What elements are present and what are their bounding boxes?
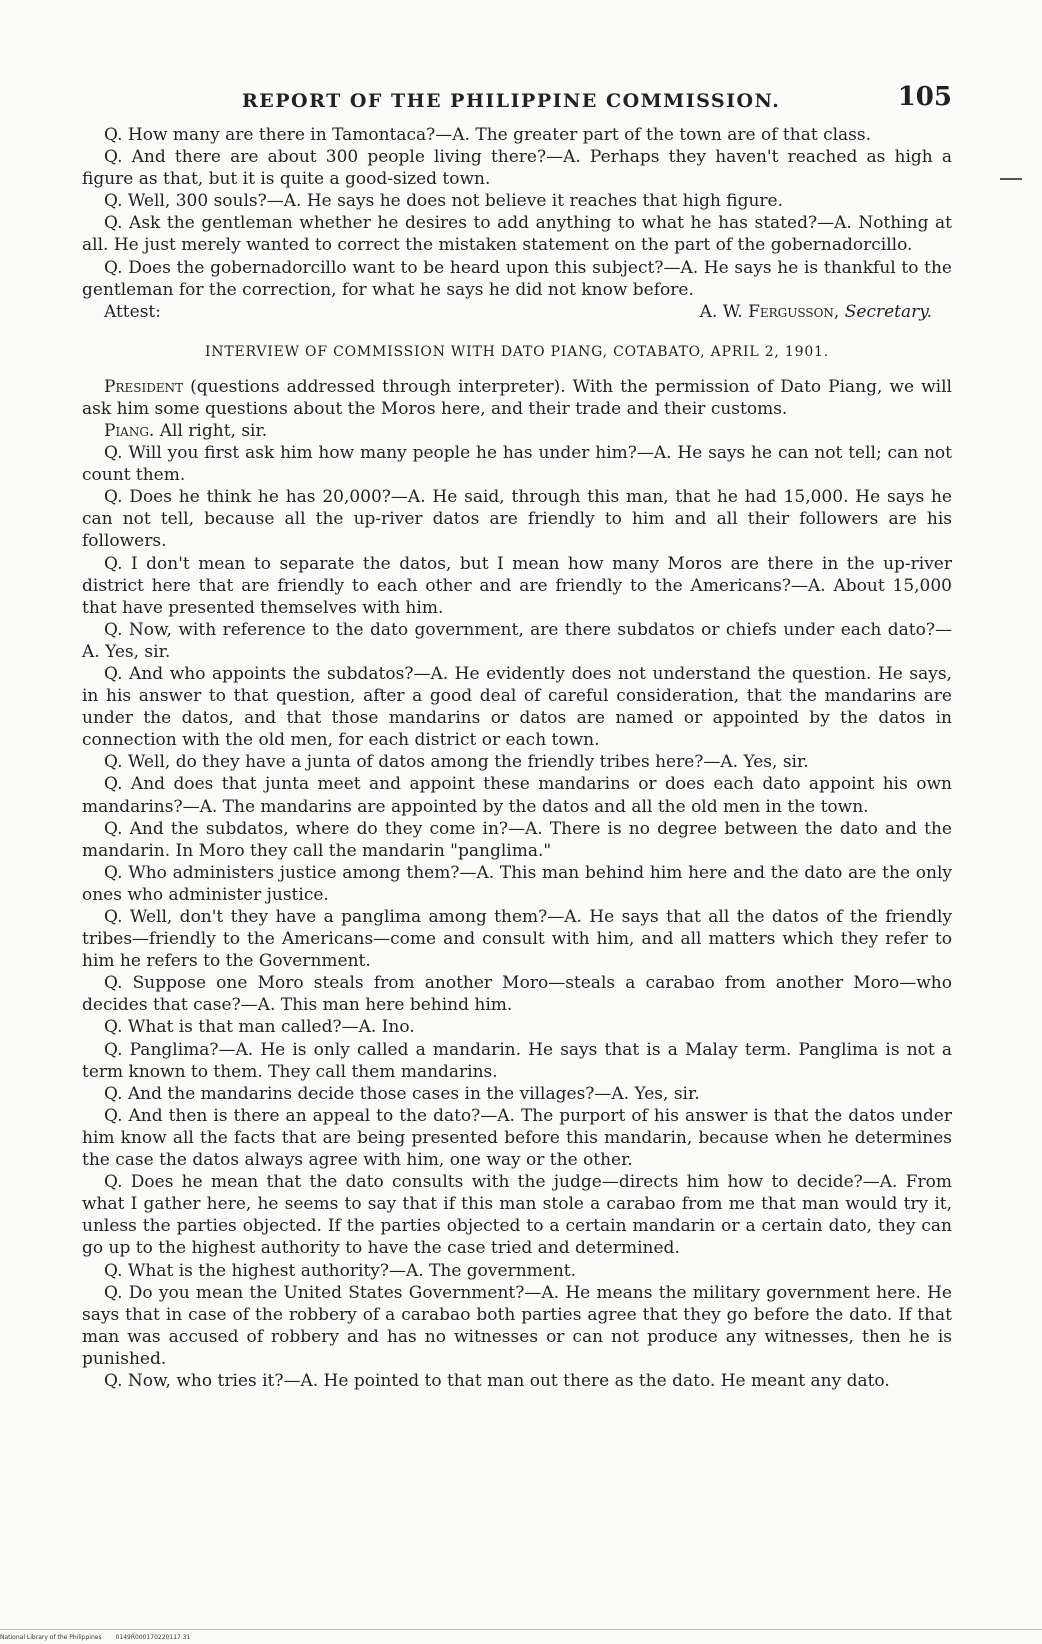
margin-mark bbox=[1000, 178, 1022, 180]
attest-label: Attest: bbox=[104, 301, 161, 322]
signature-title: Secretary. bbox=[844, 301, 932, 322]
paragraph: Q. Does the gobernadorcillo want to be heard upon this subject?—A. He says he is thankful to the gentleman for the correction, for what he says he did not know before. bbox=[82, 257, 952, 300]
page-number: 105 bbox=[897, 82, 952, 112]
paragraph: Q. And does that junta meet and appoint these mandarins or does each dato appoint his own mandarins?—A. The mandarins are appointed by the datos and all the old men in the town. bbox=[82, 774, 952, 817]
paragraph: Q. What is that man called?—A. Ino. bbox=[104, 1017, 415, 1038]
document-page bbox=[82, 78, 952, 1392]
paragraph: Q. Well, do they have a junta of datos among the friendly tribes here?—A. Yes, sir. bbox=[104, 752, 809, 773]
paragraph: Q. I don't mean to separate the datos, but I mean how many Moros are there in the up-river district here that are friendly to each other and are friendly to the Americans?—A. About 15,000 that have presented themselves with him. bbox=[82, 553, 952, 618]
paragraph: Q. And the subdatos, where do they come in?—A. There is no degree between the dato and the mandarin. In Moro they call the mandarin "panglima." bbox=[82, 818, 952, 861]
paragraph: Q. Ask the gentleman whether he desires to add anything to what he has stated?—A. Nothing at all. He just merely wanted to correct the mistaken statement on the part of the gobernadorcillo. bbox=[82, 213, 952, 256]
paragraph: Q. Does he think he has 20,000?—A. He said, through this man, that he had 15,000. He says he can not tell, because all the up-river datos are friendly to him and all their followers are his followers. bbox=[82, 487, 952, 552]
reply-paragraph bbox=[82, 420, 952, 442]
signature-name: A. W. Fergusson, bbox=[699, 301, 840, 322]
footer-reference: 0149R000170220117 31 bbox=[115, 1634, 191, 1641]
scan-footer bbox=[0, 1634, 190, 1641]
paragraph: Q. And then is there an appeal to the dato?—A. The purport of his answer is that the datos under him know all the facts that are being presented before this mandarin, because when he determines the case the datos always agree with him, one way or the other. bbox=[82, 1105, 952, 1171]
paragraph: Q. Well, 300 souls?—A. He says he does not believe it reaches that high figure. bbox=[104, 191, 783, 212]
running-title: REPORT OF THE PHILIPPINE COMMISSION. bbox=[242, 90, 781, 112]
section-title: INTERVIEW OF COMMISSION WITH DATO PIANG, COTABATO, APRIL 2, 1901. bbox=[204, 343, 830, 360]
paragraph: Q. Who administers justice among them?—A. This man behind him here and the dato are the only ones who administer justice. bbox=[82, 862, 952, 905]
speaker-piang: Piang. bbox=[104, 420, 155, 441]
page-header bbox=[82, 78, 952, 118]
footer-rule bbox=[0, 1629, 1042, 1630]
paragraph: Q. Now, with reference to the dato government, are there subdatos or chiefs under each dato?—A. Yes, sir. bbox=[82, 619, 952, 662]
paragraph: Q. Do you mean the United States Government?—A. He means the military government here. He says that in case of the robbery of a carabao both parties agree that they go before the dato. If that man was accused of robbery and has no witnesses or can not produce any witnesses, then he is punished. bbox=[82, 1282, 952, 1369]
speaker-president: President bbox=[104, 376, 184, 397]
paragraph: Q. What is the highest authority?—A. The government. bbox=[104, 1260, 577, 1281]
paragraph: Q. How many are there in Tamontaca?—A. The greater part of the town are of that class. bbox=[104, 125, 872, 145]
reply-text: All right, sir. bbox=[154, 420, 268, 441]
section-interview bbox=[82, 376, 952, 1392]
paragraph: Q. And who appoints the subdatos?—A. He evidently does not understand the question. He says, in his answer to that question, after a good deal of careful consideration, that the mandarins are under the datos, and that those mandarins or datos are named or appointed by the datos in connection with the old men, for each district or each town. bbox=[82, 663, 952, 751]
paragraph: Q. Does he mean that the dato consults with the judge—directs him how to decide?—A. From what I gather here, he seems to say that if this man stole a carabao from me that man would try it, unless the parties objected. If the parties objected to a certain mandarin or a certain dato, they can go up to the highest authority to have the case tried and determined. bbox=[82, 1172, 952, 1259]
paragraph: Q. Suppose one Moro steals from another Moro—steals a carabao from another Moro—who decides that case?—A. This man here behind him. bbox=[82, 973, 952, 1016]
attest-line bbox=[82, 301, 952, 323]
section-testimony-continued bbox=[82, 124, 952, 323]
opening-text: (questions addressed through interpreter). With the permission of Dato Piang, we will ask him some questions about the Moros here, and their trade and their customs. bbox=[82, 376, 952, 419]
paragraph: Q. Well, don't they have a panglima among them?—A. He says that all the datos of the friendly tribes—friendly to the Americans—come and consult with him, and all matters which they refer to him he refers to the Government. bbox=[82, 907, 952, 972]
paragraph: Q. And the mandarins decide those cases in the villages?—A. Yes, sir. bbox=[104, 1083, 700, 1104]
footer-library: National Library of the Philippines bbox=[0, 1634, 102, 1641]
paragraph: Q. Now, who tries it?—A. He pointed to that man out there as the dato. He meant any dato. bbox=[104, 1370, 890, 1391]
paragraph: Q. Will you first ask him how many people he has under him?—A. He says he can not tell; can not count them. bbox=[82, 443, 952, 486]
paragraph: Q. And there are about 300 people living there?—A. Perhaps they haven't reached as high a figure as that, but it is quite a good-sized town. bbox=[82, 147, 952, 190]
signature bbox=[700, 301, 932, 323]
paragraph: Q. Panglima?—A. He is only called a mandarin. He says that is a Malay term. Panglima is not a term known to them. They call them mandarins. bbox=[82, 1039, 952, 1082]
opening-paragraph bbox=[82, 376, 952, 420]
